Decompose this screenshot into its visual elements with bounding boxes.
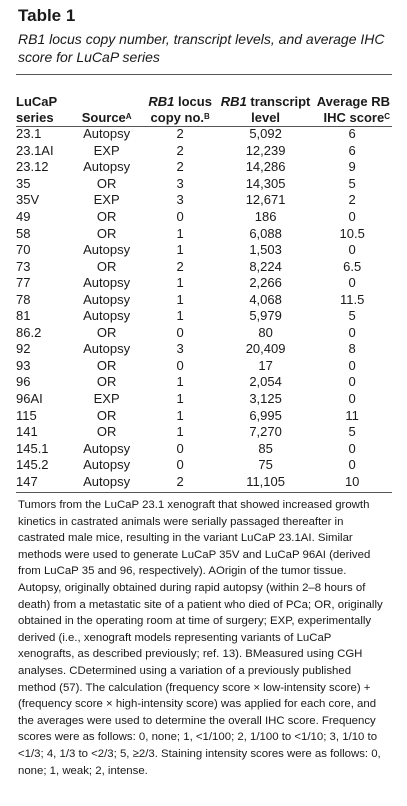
table-cell: 5 — [348, 424, 356, 440]
table-cell: 1 — [176, 275, 184, 291]
table-cell: 0 — [176, 357, 184, 373]
table-cell: OR — [96, 175, 117, 191]
table-cell: 145.2 — [16, 457, 49, 473]
table-cell: 93 — [16, 357, 31, 373]
table-row — [16, 341, 392, 358]
table-cell: 77 — [16, 275, 31, 291]
table-caption — [18, 30, 398, 66]
table-row — [16, 440, 392, 457]
table-row — [16, 308, 392, 325]
column-header — [219, 78, 313, 126]
table-cell: 0 — [348, 209, 356, 224]
table-row — [16, 391, 392, 408]
table-row — [16, 126, 392, 143]
table-cell: 11.5 — [340, 291, 365, 307]
table-cell: 147 — [16, 473, 38, 489]
column-header — [312, 78, 392, 126]
table-cell: OR — [96, 258, 117, 274]
table-cell: 0 — [176, 440, 184, 456]
table-cell: 5 — [348, 175, 356, 191]
column-header-footnote-mark: B — [204, 112, 210, 121]
table-cell: 1 — [176, 308, 184, 324]
table-cell: 6 — [348, 142, 356, 158]
table-cell: 5,979 — [249, 308, 282, 324]
table-cell: 1,503 — [249, 242, 282, 258]
table-cell: 0 — [176, 324, 184, 340]
table-cell: 1 — [176, 424, 184, 440]
table-cell: 14,286 — [245, 159, 286, 175]
table-cell: 115 — [16, 407, 37, 423]
table-cell: 1 — [176, 391, 184, 407]
table-cell: 70 — [16, 242, 31, 258]
table-cell: 3 — [176, 192, 184, 208]
table-cell: 145.1 — [16, 440, 49, 456]
data-table — [16, 78, 392, 490]
table-body — [16, 126, 392, 490]
column-header-footnote-mark: C — [384, 112, 390, 121]
table-cell: OR — [96, 424, 117, 440]
table-row — [16, 424, 392, 441]
table-row — [16, 258, 392, 275]
table-cell: Autopsy — [83, 341, 131, 357]
table-cell: 2 — [348, 192, 356, 208]
table-cell: 0 — [348, 440, 356, 456]
table-label: Table 1 — [18, 6, 76, 25]
table-cell: 186 — [254, 209, 277, 224]
table-row — [16, 225, 392, 242]
table-cell: EXP — [93, 142, 120, 158]
table-cell: 2,266 — [249, 275, 282, 291]
table-cell: 11 — [345, 407, 359, 423]
table-row — [16, 358, 392, 375]
table-cell: 35 — [16, 175, 31, 191]
table-cell: 85 — [258, 440, 273, 456]
table-cell: 8 — [348, 341, 356, 357]
table-cell: 9 — [348, 159, 356, 175]
table-cell: 0 — [348, 374, 356, 390]
table-cell: 0 — [348, 391, 356, 407]
table-row — [16, 407, 392, 424]
table-cell: Autopsy — [83, 275, 131, 291]
column-header-gene: RB1 — [220, 94, 247, 109]
table-row — [16, 275, 392, 292]
table-cell: 5,092 — [249, 126, 282, 142]
table-row — [16, 209, 392, 226]
column-header-text: transcript level — [246, 94, 311, 125]
table-row — [16, 457, 392, 474]
table-cell: Autopsy — [83, 291, 131, 307]
caption-text: locus copy number, transcript levels, and average IHC score for LuCaP series — [18, 31, 385, 65]
column-header — [141, 78, 218, 126]
table-cell: 17 — [258, 357, 273, 373]
table-row — [16, 159, 392, 176]
table-cell: 12,671 — [245, 192, 286, 208]
table-cell: 49 — [16, 209, 31, 224]
table-cell: 10 — [344, 473, 360, 489]
column-header-text: locus copy no. — [150, 94, 212, 125]
table-cell: 7,270 — [249, 424, 282, 440]
table-cell: 3 — [176, 175, 184, 191]
table-cell: EXP — [93, 192, 120, 208]
table-cell: 23.12 — [16, 159, 49, 175]
table-bottom-rule — [16, 492, 392, 493]
table-cell: 75 — [258, 457, 273, 473]
table-cell: OR — [96, 357, 117, 373]
table-cell: 5 — [348, 308, 356, 324]
table-cell: OR — [96, 209, 117, 224]
table-cell: 6 — [348, 126, 356, 142]
table-cell: 0 — [348, 324, 356, 340]
table-cell: 1 — [176, 225, 184, 241]
table-cell: Autopsy — [83, 159, 131, 175]
table-cell: Autopsy — [83, 126, 131, 142]
table-cell: 1 — [176, 374, 184, 390]
table-cell: 1 — [176, 407, 184, 423]
table-cell: 2,054 — [249, 374, 282, 390]
table-cell: EXP — [93, 391, 120, 407]
table-cell: Autopsy — [83, 473, 131, 489]
table-top-rule — [16, 74, 392, 75]
table-cell: 80 — [258, 324, 273, 340]
table-row — [16, 143, 392, 160]
table-cell: 20,409 — [245, 341, 286, 357]
table-cell: 4,068 — [249, 291, 282, 307]
caption-gene: RB1 — [18, 31, 46, 47]
header-row — [16, 78, 392, 126]
table-row — [16, 291, 392, 308]
table-cell: 8,224 — [249, 258, 282, 274]
column-header-gene: RB1 — [148, 94, 175, 109]
table-cell: 78 — [16, 291, 31, 307]
table-cell: Autopsy — [83, 242, 131, 258]
table-cell: 3 — [176, 341, 184, 357]
table-cell: 6,088 — [249, 225, 282, 241]
table-cell: 96AI — [16, 391, 43, 407]
table-cell: 35V — [16, 192, 40, 208]
table-cell: 3,125 — [249, 391, 282, 407]
table-cell: 12,239 — [245, 142, 286, 158]
table-cell: 10.5 — [339, 225, 365, 241]
table-cell: 0 — [348, 242, 356, 258]
table-cell: 6,995 — [249, 407, 282, 423]
table-cell: 0 — [176, 457, 184, 473]
table-cell: 96 — [16, 374, 31, 390]
column-header-text: Average RB IHC score — [316, 94, 390, 125]
table-cell: 86.2 — [16, 324, 42, 340]
table-cell: 2 — [176, 142, 184, 158]
table-cell: 81 — [16, 308, 31, 324]
table-cell: 6.5 — [343, 258, 362, 274]
table-cell: 23.1AI — [16, 142, 54, 158]
column-header-text: LuCaP series — [16, 94, 57, 125]
table-row — [16, 325, 392, 342]
table-cell: 2 — [176, 258, 184, 274]
table-row — [16, 176, 392, 193]
table-cell: 141 — [16, 424, 38, 440]
table-cell: 2 — [176, 473, 184, 489]
table-cell: 0 — [348, 457, 356, 473]
column-header-text: Source — [81, 110, 126, 125]
table-cell: 0 — [348, 357, 356, 373]
table-cell: 1 — [176, 242, 184, 258]
table-cell: 0 — [348, 275, 356, 291]
table-cell: OR — [96, 324, 117, 340]
table-cell: 0 — [176, 209, 184, 224]
table-row — [16, 242, 392, 259]
table-cell: 1 — [176, 291, 184, 307]
table-footnote: Tumors from the LuCaP 23.1 xenograft that showed increased growth kinetics in castrated animals were serially passaged thereafter in castrated male mice, resulting in the variant LuCaP 23.1AI. Similar methods were used to generate LuCaP 35V and LuCaP 96AI (derived from LuCaP 35 and 96, respectively). AOrigin of the tumor tissue. Autopsy, originally obtained during rapid autopsy (within 2–8 hours of death) from a metastatic site of a patient who died of PCa; OR, originally obtained in the operating room at time of surgery; EXP, experimentally derived (i.e., xenograft models representing variants of LuCaP xenografts, as described previously; ref. 13). BMeasured using CGH analyses. CDetermined using a variation of a previously published method (57). The calculation (frequency score × low-intensity score) + (frequency score × high-intensity score) was applied for each core, and the averages were used to determine the overall IHC score. Frequency scores were as follows: 0, none; 1, <1/100; 2, 1/100 to <1/10; 3, 1/10 to <1/3; 4, 1/3 to <2/3; 5, ≥2/3. Staining intensity scores were as follows: 0, none; 1, weak; 2, intense. — [18, 499, 383, 777]
table-cell: 58 — [16, 225, 31, 241]
table-cell: Autopsy — [83, 440, 131, 456]
table-cell: Autopsy — [83, 308, 131, 324]
column-header — [72, 78, 142, 126]
table-cell: 92 — [16, 341, 31, 357]
table-cell: 2 — [176, 126, 184, 142]
column-header-footnote-mark: A — [125, 112, 132, 121]
table-row — [16, 192, 392, 209]
table-row — [16, 374, 392, 391]
table-cell: OR — [96, 225, 117, 241]
table-cell: Autopsy — [83, 457, 131, 473]
table-cell: OR — [96, 374, 117, 390]
table-row — [16, 473, 392, 490]
table-cell: 14,305 — [245, 175, 286, 191]
table-cell: 2 — [176, 159, 184, 175]
table-cell: OR — [96, 407, 117, 423]
table-cell: 11,105 — [246, 473, 285, 489]
column-header — [16, 78, 72, 126]
table-cell: 23.1 — [16, 126, 42, 142]
table-cell: 73 — [16, 258, 31, 274]
